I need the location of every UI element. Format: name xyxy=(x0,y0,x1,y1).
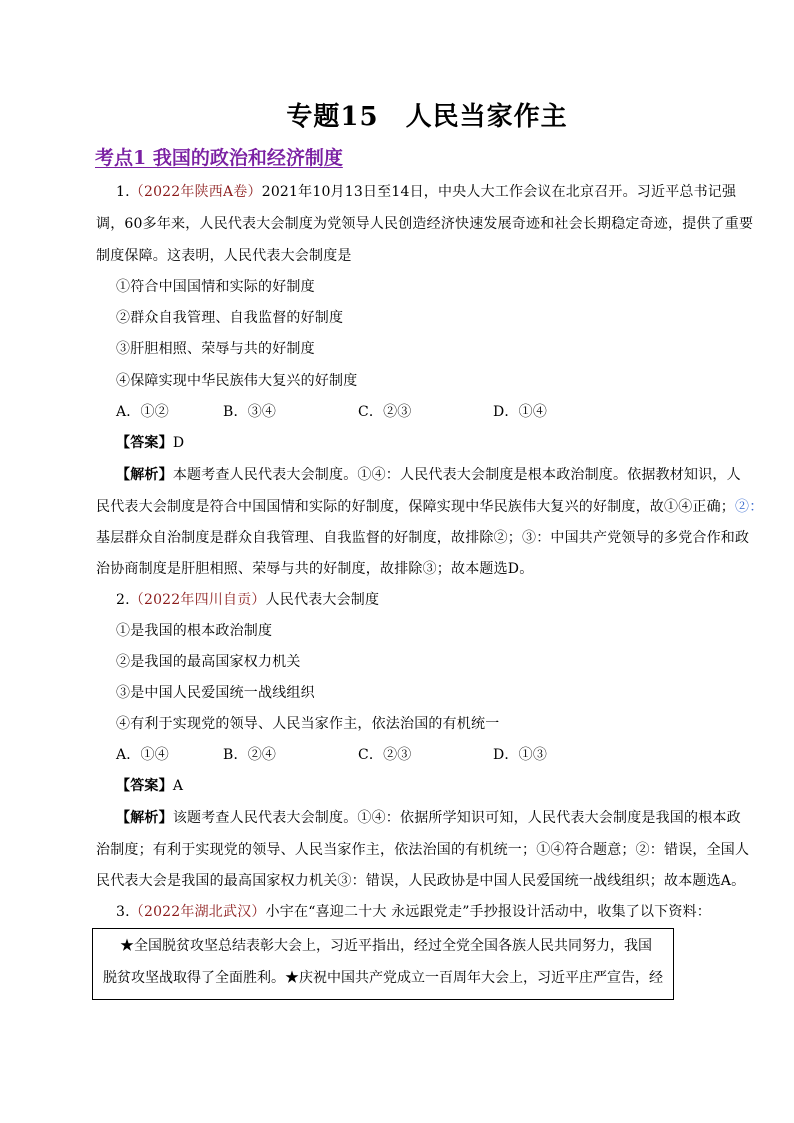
q1-item-3: ③肝胆相照、荣辱与共的好制度 xyxy=(116,341,315,357)
q2-option-b: B．②④ xyxy=(223,747,277,763)
q1-analysis-label: 【解析】 xyxy=(116,467,173,483)
q1-item-1: ①符合中国国情和实际的好制度 xyxy=(116,279,315,295)
q3-source: （2022年湖北武汉） xyxy=(129,904,266,920)
q3-box-line-2: 脱贫攻坚战取得了全面胜利。★庆祝中国共产党成立一百周年大会上，习近平庄严宣告，经 xyxy=(103,970,663,986)
q3-number: 3. xyxy=(116,904,130,920)
q1-stem-line-1 xyxy=(116,182,756,202)
q2-stem xyxy=(116,590,756,610)
q1-analysis-text-2: 民代表大会制度是符合中国国情和实际的好制度，保障实现中华民族伟大复兴的好制度，故①④正确； xyxy=(96,499,735,515)
q2-option-d: D．①③ xyxy=(493,747,548,763)
q2-item-4: ④有利于实现党的领导、人民当家作主，依法治国的有机统一 xyxy=(116,716,500,732)
q2-answer xyxy=(116,776,756,796)
q1-stem-text: 2021年10月13日至14日，中央人大工作会议在北京召开。习近平总书记强 xyxy=(261,184,737,200)
q2-item-3: ③是中国人民爱国统一战线组织 xyxy=(116,685,315,701)
q2-analysis-text-1: 该题考查人民代表大会制度。①④：依据所学知识可知，人民代表大会制度是我国的根本政 xyxy=(172,810,741,826)
q1-option-b: B．③④ xyxy=(223,404,277,420)
q1-options xyxy=(116,402,756,422)
q1-item-4: ④保障实现中华民族伟大复兴的好制度 xyxy=(116,373,358,389)
q2-source: （2022年四川自贡） xyxy=(129,592,266,608)
q1-analysis-line-1 xyxy=(116,465,756,485)
section-heading: 考点1 我国的政治和经济制度 xyxy=(95,147,343,169)
q1-option-a: A．①② xyxy=(116,404,169,420)
q1-option-c: C．②③ xyxy=(358,404,412,420)
q3-box-line-1: ★全国脱贫攻坚总结表彰大会上，习近平指出，经过全党全国各族人民共同努力，我国 xyxy=(120,938,652,954)
q1-source: （2022年陕西A卷） xyxy=(129,184,262,200)
q1-answer-value: D xyxy=(172,435,185,451)
q2-analysis-line-1 xyxy=(116,808,756,828)
q2-number: 2. xyxy=(116,592,130,608)
q3-stem xyxy=(116,902,756,922)
q1-stem-line-2: 调，60多年来，人民代表大会制度为党领导人民创造经济快速发展奇迹和社会长期稳定奇迹，提供了重要 xyxy=(96,216,754,232)
q2-item-2: ②是我国的最高国家权力机关 xyxy=(116,654,301,670)
q1-item-2: ②群众自我管理、自我监督的好制度 xyxy=(116,310,344,326)
q2-analysis-label: 【解析】 xyxy=(116,810,173,826)
q2-options xyxy=(116,745,756,765)
q2-analysis-line-3: 民代表大会是我国的最高国家权力机关③：错误，人民政协是中国人民爱国统一战线组织；故本题选A。 xyxy=(96,873,746,889)
q2-item-1: ①是我国的根本政治制度 xyxy=(116,623,273,639)
page-title: 专题15 人民当家作主 xyxy=(286,102,568,132)
q2-answer-label: 【答案】 xyxy=(116,778,173,794)
q2-option-a: A．①④ xyxy=(116,747,169,763)
q1-stem-line-3: 制度保障。这表明，人民代表大会制度是 xyxy=(96,248,352,264)
q2-analysis-line-2: 治制度；有利于实现党的领导、人民当家作主，依法治国的有机统一；①④符合题意；②：错误，全国人 xyxy=(96,842,750,858)
q1-answer-label: 【答案】 xyxy=(116,435,173,451)
q1-analysis-line-3: 基层群众自治制度是群众自我管理、自我监督的好制度，故排除②；③：中国共产党领导的多党合作和政 xyxy=(96,530,750,546)
q1-analysis-highlight: ②： xyxy=(735,499,764,515)
q2-stem-text: 人民代表大会制度 xyxy=(265,592,380,608)
q1-option-d: D．①④ xyxy=(493,404,548,420)
q1-analysis-text-1: 本题考查人民代表大会制度。①④：人民代表大会制度是根本政治制度。依据教材知识，人 xyxy=(172,467,741,483)
q1-answer xyxy=(116,433,756,453)
q1-analysis-line-4: 治协商制度是肝胆相照、荣辱与共的好制度，故排除③；故本题选D。 xyxy=(96,561,534,577)
q2-answer-value: A xyxy=(172,778,184,794)
q2-option-c: C．②③ xyxy=(358,747,412,763)
q1-number: 1. xyxy=(116,184,130,200)
q3-stem-text: 小宇在“喜迎二十大 永远跟党走”手抄报设计活动中，收集了以下资料： xyxy=(265,904,711,920)
q1-analysis-line-2 xyxy=(96,497,764,517)
